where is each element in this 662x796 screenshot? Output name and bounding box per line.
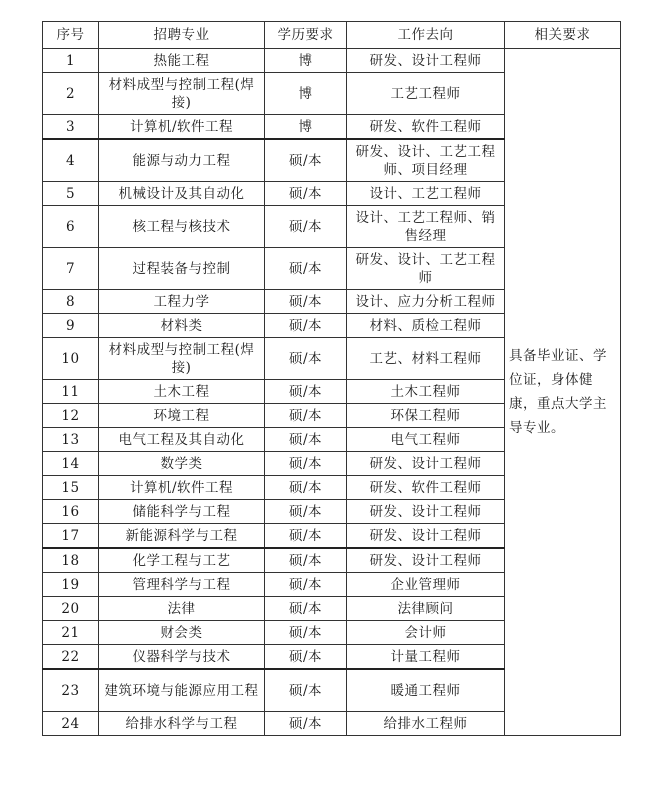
cell-no: 7 — [43, 248, 99, 290]
cell-major: 计算机/软件工程 — [99, 476, 265, 500]
cell-no: 4 — [43, 139, 99, 182]
cell-degree: 博 — [265, 115, 347, 140]
cell-requirement: 具备毕业证、学位证，身体健康，重点大学主导专业。 — [505, 49, 621, 736]
cell-degree: 硕/本 — [265, 380, 347, 404]
cell-destination: 设计、工艺工程师 — [347, 182, 505, 206]
cell-degree: 硕/本 — [265, 597, 347, 621]
header-major: 招聘专业 — [99, 22, 265, 49]
table-row — [43, 49, 621, 73]
cell-destination: 设计、工艺工程师、销售经理 — [347, 206, 505, 248]
cell-no: 15 — [43, 476, 99, 500]
cell-no: 20 — [43, 597, 99, 621]
cell-destination: 暖通工程师 — [347, 669, 505, 712]
recruitment-table — [42, 21, 621, 736]
cell-destination: 企业管理师 — [347, 573, 505, 597]
cell-degree: 硕/本 — [265, 404, 347, 428]
cell-major: 过程装备与控制 — [99, 248, 265, 290]
cell-destination: 给排水工程师 — [347, 712, 505, 736]
cell-major: 能源与动力工程 — [99, 139, 265, 182]
cell-no: 3 — [43, 115, 99, 140]
cell-major: 材料成型与控制工程(焊接) — [99, 73, 265, 115]
cell-degree: 硕/本 — [265, 314, 347, 338]
cell-degree: 硕/本 — [265, 428, 347, 452]
cell-destination: 设计、应力分析工程师 — [347, 290, 505, 314]
header-destination: 工作去向 — [347, 22, 505, 49]
cell-major: 环境工程 — [99, 404, 265, 428]
cell-destination: 材料、质检工程师 — [347, 314, 505, 338]
cell-no: 8 — [43, 290, 99, 314]
cell-destination: 研发、设计、工艺工程师 — [347, 248, 505, 290]
header-no: 序号 — [43, 22, 99, 49]
cell-degree: 硕/本 — [265, 524, 347, 549]
cell-degree: 硕/本 — [265, 248, 347, 290]
cell-no: 14 — [43, 452, 99, 476]
cell-degree: 硕/本 — [265, 712, 347, 736]
cell-no: 9 — [43, 314, 99, 338]
cell-degree: 硕/本 — [265, 182, 347, 206]
cell-major: 热能工程 — [99, 49, 265, 73]
cell-major: 计算机/软件工程 — [99, 115, 265, 140]
header-degree: 学历要求 — [265, 22, 347, 49]
cell-major: 建筑环境与能源应用工程 — [99, 669, 265, 712]
cell-no: 19 — [43, 573, 99, 597]
header-requirement: 相关要求 — [505, 22, 621, 49]
cell-no: 1 — [43, 49, 99, 73]
cell-destination: 工艺、材料工程师 — [347, 338, 505, 380]
cell-destination: 研发、软件工程师 — [347, 115, 505, 140]
cell-no: 12 — [43, 404, 99, 428]
cell-destination: 法律顾问 — [347, 597, 505, 621]
cell-no: 22 — [43, 645, 99, 670]
cell-destination: 计量工程师 — [347, 645, 505, 670]
cell-no: 16 — [43, 500, 99, 524]
cell-destination: 研发、设计工程师 — [347, 452, 505, 476]
cell-no: 6 — [43, 206, 99, 248]
cell-major: 材料成型与控制工程(焊接) — [99, 338, 265, 380]
cell-degree: 硕/本 — [265, 573, 347, 597]
cell-destination: 电气工程师 — [347, 428, 505, 452]
cell-degree: 硕/本 — [265, 500, 347, 524]
cell-no: 24 — [43, 712, 99, 736]
cell-major: 电气工程及其自动化 — [99, 428, 265, 452]
cell-destination: 研发、设计工程师 — [347, 500, 505, 524]
cell-major: 法律 — [99, 597, 265, 621]
cell-degree: 硕/本 — [265, 206, 347, 248]
cell-no: 23 — [43, 669, 99, 712]
cell-no: 2 — [43, 73, 99, 115]
header-row — [43, 22, 621, 49]
cell-destination: 研发、设计工程师 — [347, 49, 505, 73]
cell-no: 11 — [43, 380, 99, 404]
cell-degree: 硕/本 — [265, 548, 347, 573]
cell-no: 21 — [43, 621, 99, 645]
cell-major: 工程力学 — [99, 290, 265, 314]
cell-major: 储能科学与工程 — [99, 500, 265, 524]
cell-no: 17 — [43, 524, 99, 549]
recruitment-table-container — [42, 21, 621, 736]
cell-major: 化学工程与工艺 — [99, 548, 265, 573]
cell-destination: 研发、设计工程师 — [347, 548, 505, 573]
cell-degree: 硕/本 — [265, 290, 347, 314]
cell-degree: 硕/本 — [265, 338, 347, 380]
cell-degree: 博 — [265, 49, 347, 73]
cell-degree: 硕/本 — [265, 452, 347, 476]
cell-major: 仪器科学与技术 — [99, 645, 265, 670]
cell-no: 18 — [43, 548, 99, 573]
cell-no: 13 — [43, 428, 99, 452]
cell-destination: 环保工程师 — [347, 404, 505, 428]
cell-degree: 博 — [265, 73, 347, 115]
cell-no: 10 — [43, 338, 99, 380]
cell-major: 新能源科学与工程 — [99, 524, 265, 549]
cell-destination: 研发、设计工程师 — [347, 524, 505, 549]
cell-major: 核工程与核技术 — [99, 206, 265, 248]
cell-degree: 硕/本 — [265, 669, 347, 712]
cell-degree: 硕/本 — [265, 621, 347, 645]
cell-major: 材料类 — [99, 314, 265, 338]
cell-major: 管理科学与工程 — [99, 573, 265, 597]
cell-major: 财会类 — [99, 621, 265, 645]
cell-no: 5 — [43, 182, 99, 206]
cell-destination: 会计师 — [347, 621, 505, 645]
cell-degree: 硕/本 — [265, 139, 347, 182]
cell-major: 机械设计及其自动化 — [99, 182, 265, 206]
cell-major: 数学类 — [99, 452, 265, 476]
cell-major: 土木工程 — [99, 380, 265, 404]
cell-degree: 硕/本 — [265, 476, 347, 500]
cell-major: 给排水科学与工程 — [99, 712, 265, 736]
cell-destination: 研发、软件工程师 — [347, 476, 505, 500]
cell-destination: 研发、设计、工艺工程师、项目经理 — [347, 139, 505, 182]
cell-destination: 土木工程师 — [347, 380, 505, 404]
cell-destination: 工艺工程师 — [347, 73, 505, 115]
cell-degree: 硕/本 — [265, 645, 347, 670]
